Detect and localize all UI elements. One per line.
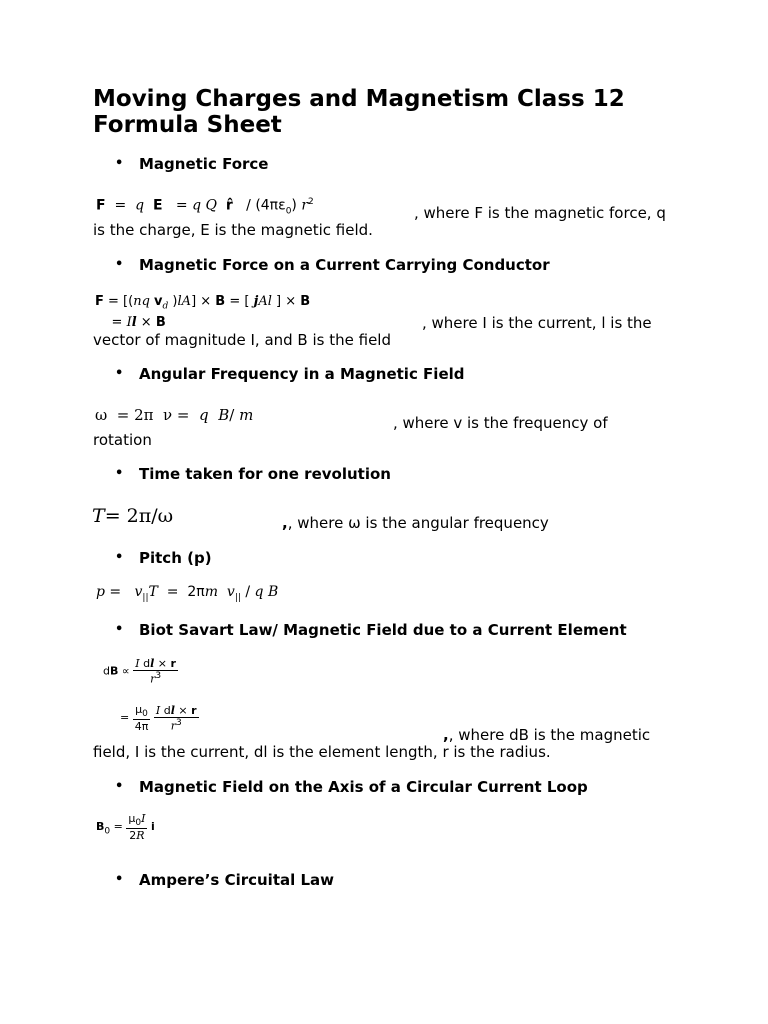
- section-desc-magnetic-force: , where F is the magnetic force, q is the charge, E is the magnetic field.: [93, 204, 666, 239]
- bullet-dot: •: [115, 550, 124, 565]
- formula-sheet-page: Moving Charges and Magnetism Class 12 Formula Sheet • Magnetic Force F = q E = q Q r̂ / $(4\pi\varepsilon_0)$ $r^2$ , where F is the magnetic force, q is the charge, E is the magnetic field. • Magnetic Force on a Current Carrying Conductor F = [(nq $v_d$ )lA] × B = [ jAl ] × B = Il × B , where I is the current, l is the vector of magnitude I, and B is the field • Angular Frequency in a Magnetic Field ω = 2π ν = q B/ m , where v is the frequency of rotation • Time taken for one revolution T= 2π/ω ,, where ω is the angular frequency • Pitch (p) $p = v_{||}T = 2\pi m$ $v_{||}$ / q B • Biot Savart Law/ Magnetic Field due to a Current Element dB ∝ $\frac{\text{I dl × r}}{r^3}$ = $\frac{\mu_0}{4\pi}$ $\frac{\text{I dl × r}}{r^3}$ ,, where dB is the magnetic field, I is the current, dl is the element length, r is the radius. • Magnetic Field on the Axis of a Circular Current Loop $B_0$ = $\frac{\mu_0I}{2R}$ i • Ampere’s Circuital Law: [0, 0, 768, 1024]
- bullet-dot: •: [115, 366, 124, 381]
- section-desc-angular-frequency: , where v is the frequency of rotation: [93, 414, 608, 449]
- section-desc-biot-savart: ,, where dB is the magnetic field, I is the current, dl is the element length, r is the radius.: [93, 726, 651, 761]
- bullet-dot: •: [115, 622, 124, 637]
- formula-time-period: T= 2π/ω: [92, 505, 174, 527]
- formula-biot-savart-2: = $\frac{\mu_0}{4\pi}$ $\frac{\text{I dl × r}}{r^3}$: [120, 703, 197, 734]
- page-title: Moving Charges and Magnetism Class 12 Formula Sheet: [93, 86, 625, 138]
- bullet-dot: •: [115, 466, 124, 481]
- bullet-dot: •: [115, 156, 124, 171]
- bullet-dot: •: [115, 779, 124, 794]
- formula-circular-loop: $B_0$ = $\frac{\mu_0I}{2R}$ i: [96, 812, 155, 843]
- formula-biot-savart-1: dB ∝ $\frac{\text{I dl × r}}{r^3}$: [103, 657, 176, 686]
- formula-force-on-conductor: F = [(nq $v_d$ )lA] × B = [ jAl ] × B = Il × B: [95, 294, 311, 330]
- formula-angular-frequency: ω = 2π ν = q B/ m: [95, 406, 254, 424]
- section-desc-force-on-conductor: , where I is the current, l is the vector of magnitude I, and B is the field: [93, 314, 652, 349]
- bullet-dot: •: [115, 872, 124, 887]
- formula-pitch: $p = v_{||}T = 2\pi m$ $v_{||}$ / q B: [96, 584, 279, 603]
- formula-magnetic-force: F = q E = q Q r̂ / $(4\pi\varepsilon_0)$ $r^2$: [96, 197, 314, 217]
- bullet-dot: •: [115, 257, 124, 272]
- section-desc-time-period: ,, where ω is the angular frequency: [282, 514, 549, 532]
